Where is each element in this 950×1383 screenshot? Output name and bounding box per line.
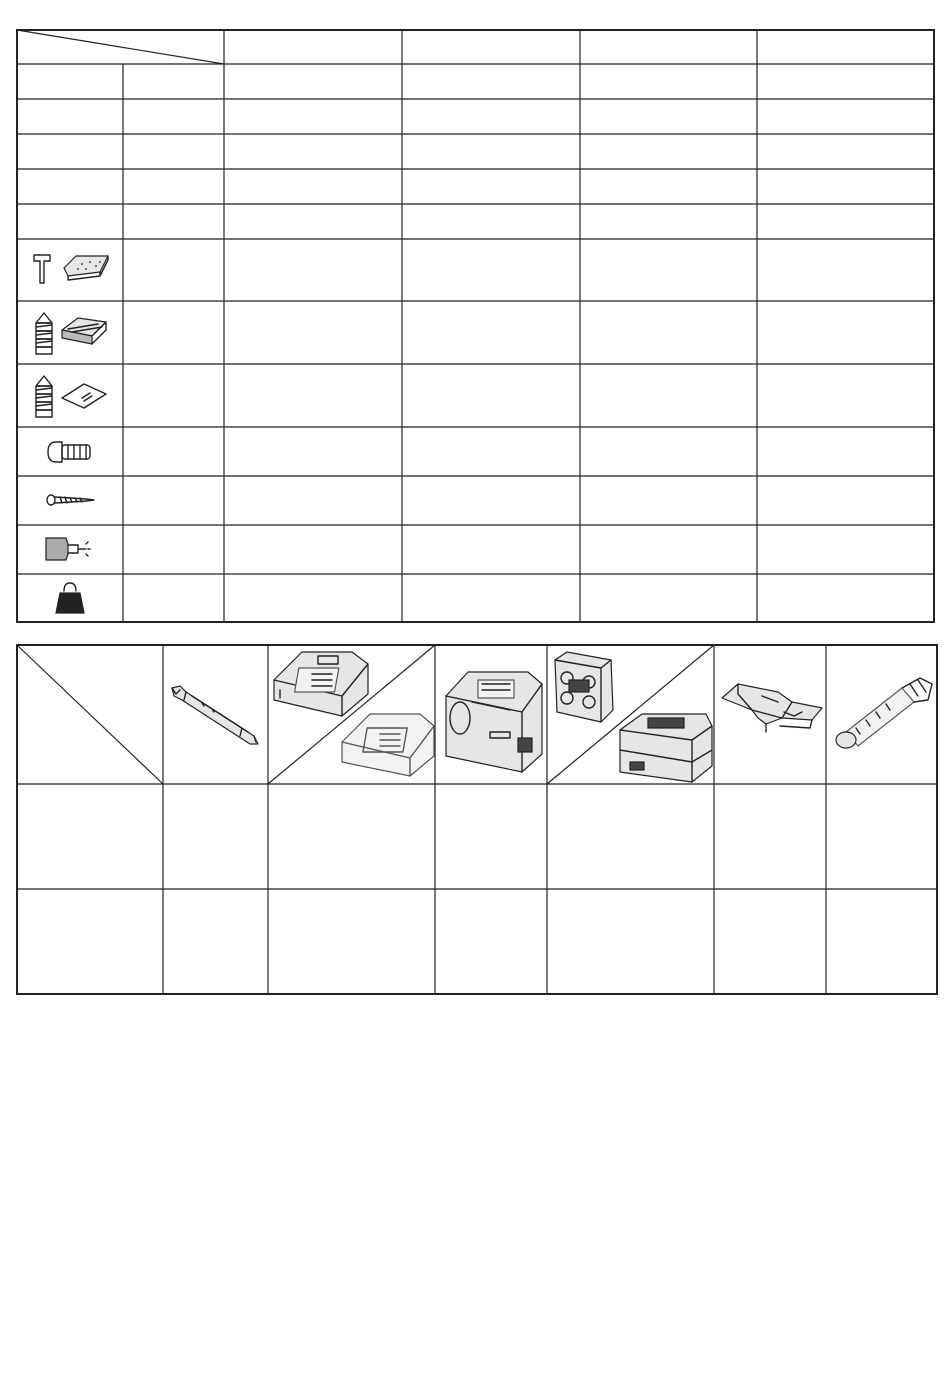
hook-clip-icon xyxy=(722,684,822,732)
weight-icon xyxy=(56,583,84,613)
side-handle-icon xyxy=(836,678,932,748)
carrying-case-icon xyxy=(620,714,712,782)
carrying-case-icon xyxy=(555,652,613,722)
chuck-icon xyxy=(46,538,90,560)
hammer-icon xyxy=(34,255,50,283)
accessories-table xyxy=(0,640,950,1000)
wood-screw-icon xyxy=(47,495,94,505)
charger-icon xyxy=(342,714,434,776)
drill-bit-icon xyxy=(36,313,52,354)
table-grid-lines xyxy=(17,30,934,622)
charger-icon xyxy=(274,652,368,716)
drill-bit-icon xyxy=(36,376,52,417)
battery-icon xyxy=(446,672,542,772)
tile-icon xyxy=(62,384,106,408)
masonry-block-icon xyxy=(62,318,106,344)
driver-bit-icon xyxy=(172,686,258,744)
specifications-table xyxy=(0,0,950,640)
bolt-icon xyxy=(48,442,90,462)
stone-block-icon xyxy=(64,256,108,280)
